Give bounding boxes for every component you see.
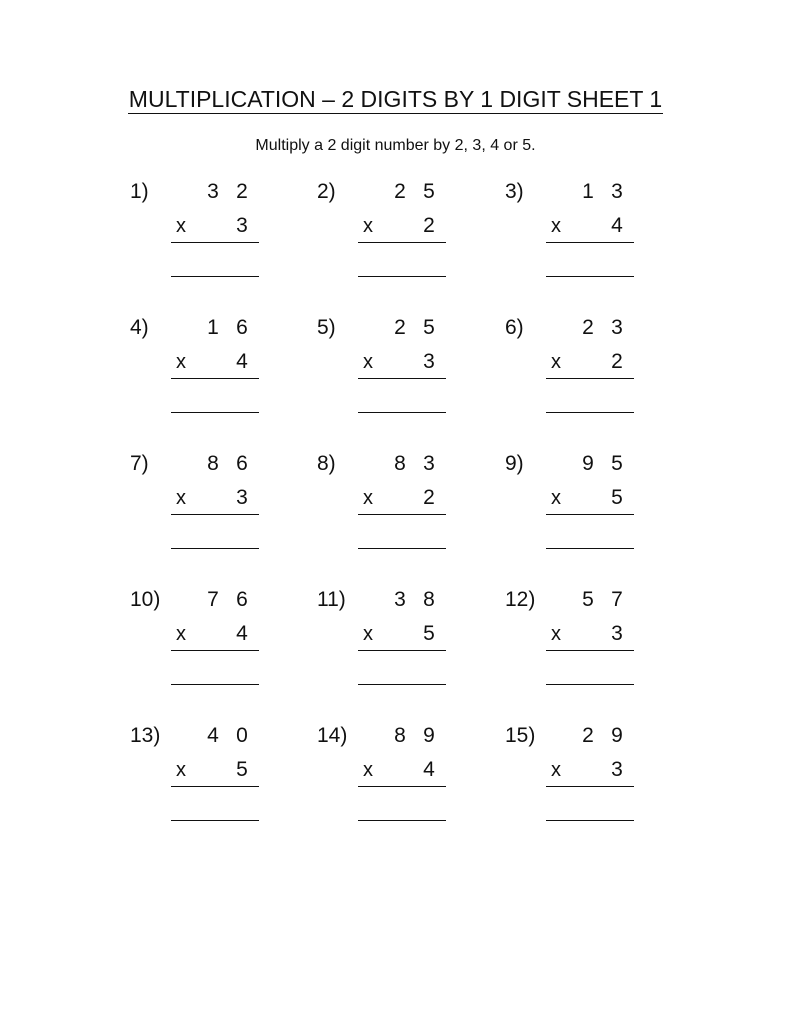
answer-line — [358, 412, 446, 413]
answer-line — [546, 412, 634, 413]
problem-14 — [317, 723, 487, 843]
top-number-tens-digit: 1 — [582, 180, 594, 203]
operation-underline — [358, 650, 446, 651]
answer-line — [358, 276, 446, 277]
problem-15 — [505, 723, 675, 843]
operation-underline — [546, 514, 634, 515]
top-number-ones-digit: 0 — [236, 724, 248, 747]
top-number-tens-digit: 9 — [582, 452, 594, 475]
multiply-sign: x — [551, 623, 561, 645]
multiplier-digit: 2 — [611, 350, 623, 373]
answer-line — [358, 548, 446, 549]
answer-line — [358, 684, 446, 685]
multiply-sign: x — [363, 487, 373, 509]
operation-underline — [171, 242, 259, 243]
worksheet-title-text: MULTIPLICATION – 2 DIGITS BY 1 DIGIT SHEET 1 — [128, 86, 663, 112]
operation-underline — [171, 786, 259, 787]
multiply-sign: x — [363, 351, 373, 373]
multiplier-digit: 3 — [611, 758, 623, 781]
multiply-sign: x — [176, 487, 186, 509]
top-number-tens-digit: 8 — [207, 452, 219, 475]
multiplier-digit: 3 — [236, 486, 248, 509]
top-number-ones-digit: 6 — [236, 452, 248, 475]
top-number-tens-digit: 8 — [394, 452, 406, 475]
multiply-sign: x — [551, 351, 561, 373]
problem-6 — [505, 315, 675, 435]
problem-number: 9) — [505, 452, 524, 475]
multiplier-digit: 3 — [236, 214, 248, 237]
multiply-sign: x — [176, 351, 186, 373]
top-number-ones-digit: 5 — [611, 452, 623, 475]
operation-underline — [358, 786, 446, 787]
problem-12 — [505, 587, 675, 707]
multiply-sign: x — [176, 215, 186, 237]
answer-line — [546, 684, 634, 685]
multiply-sign: x — [363, 623, 373, 645]
answer-line — [171, 548, 259, 549]
multiply-sign: x — [551, 215, 561, 237]
top-number-tens-digit: 5 — [582, 588, 594, 611]
answer-line — [546, 548, 634, 549]
answer-line — [358, 820, 446, 821]
multiplier-digit: 4 — [423, 758, 435, 781]
problem-3 — [505, 179, 675, 299]
problem-number: 5) — [317, 316, 336, 339]
answer-line — [171, 412, 259, 413]
multiplier-digit: 4 — [236, 350, 248, 373]
multiply-sign: x — [176, 623, 186, 645]
top-number-tens-digit: 2 — [582, 316, 594, 339]
worksheet-title — [0, 84, 791, 114]
top-number-tens-digit: 3 — [394, 588, 406, 611]
problem-number: 2) — [317, 180, 336, 203]
problem-5 — [317, 315, 487, 435]
problem-number: 3) — [505, 180, 524, 203]
multiplier-digit: 3 — [611, 622, 623, 645]
problem-number: 8) — [317, 452, 336, 475]
problem-number: 11) — [317, 588, 346, 611]
problem-1 — [130, 179, 300, 299]
problem-8 — [317, 451, 487, 571]
problem-2 — [317, 179, 487, 299]
problem-number: 7) — [130, 452, 149, 475]
multiply-sign: x — [551, 487, 561, 509]
problem-number: 4) — [130, 316, 149, 339]
top-number-ones-digit: 7 — [611, 588, 623, 611]
top-number-ones-digit: 2 — [236, 180, 248, 203]
top-number-ones-digit: 9 — [611, 724, 623, 747]
top-number-ones-digit: 6 — [236, 588, 248, 611]
operation-underline — [358, 514, 446, 515]
multiplier-digit: 5 — [611, 486, 623, 509]
operation-underline — [171, 378, 259, 379]
multiplier-digit: 4 — [611, 214, 623, 237]
answer-line — [171, 276, 259, 277]
top-number-tens-digit: 7 — [207, 588, 219, 611]
problem-number: 1) — [130, 180, 149, 203]
problem-number: 10) — [130, 588, 161, 611]
operation-underline — [546, 378, 634, 379]
problem-10 — [130, 587, 300, 707]
problem-13 — [130, 723, 300, 843]
top-number-tens-digit: 2 — [394, 180, 406, 203]
problem-number: 14) — [317, 724, 348, 747]
multiply-sign: x — [363, 215, 373, 237]
top-number-tens-digit: 2 — [582, 724, 594, 747]
worksheet-instructions: Multiply a 2 digit number by 2, 3, 4 or 5. — [255, 137, 536, 154]
top-number-ones-digit: 3 — [611, 180, 623, 203]
top-number-ones-digit: 8 — [423, 588, 435, 611]
top-number-tens-digit: 2 — [394, 316, 406, 339]
answer-line — [546, 820, 634, 821]
operation-underline — [358, 242, 446, 243]
problem-9 — [505, 451, 675, 571]
operation-underline — [171, 514, 259, 515]
top-number-ones-digit: 9 — [423, 724, 435, 747]
operation-underline — [546, 786, 634, 787]
multiply-sign: x — [363, 759, 373, 781]
problem-number: 13) — [130, 724, 161, 747]
operation-underline — [546, 242, 634, 243]
multiply-sign: x — [551, 759, 561, 781]
answer-line — [171, 684, 259, 685]
top-number-ones-digit: 5 — [423, 316, 435, 339]
multiplier-digit: 2 — [423, 486, 435, 509]
problem-number: 15) — [505, 724, 536, 747]
multiplier-digit: 5 — [423, 622, 435, 645]
problem-4 — [130, 315, 300, 435]
multiplier-digit: 4 — [236, 622, 248, 645]
top-number-tens-digit: 4 — [207, 724, 219, 747]
top-number-ones-digit: 6 — [236, 316, 248, 339]
problem-11 — [317, 587, 487, 707]
top-number-ones-digit: 5 — [423, 180, 435, 203]
multiplier-digit: 2 — [423, 214, 435, 237]
multiplier-digit: 5 — [236, 758, 248, 781]
operation-underline — [358, 378, 446, 379]
answer-line — [546, 276, 634, 277]
top-number-tens-digit: 8 — [394, 724, 406, 747]
operation-underline — [546, 650, 634, 651]
top-number-ones-digit: 3 — [423, 452, 435, 475]
problem-number: 12) — [505, 588, 536, 611]
operation-underline — [171, 650, 259, 651]
top-number-tens-digit: 3 — [207, 180, 219, 203]
multiply-sign: x — [176, 759, 186, 781]
answer-line — [171, 820, 259, 821]
multiplier-digit: 3 — [423, 350, 435, 373]
problem-number: 6) — [505, 316, 524, 339]
top-number-ones-digit: 3 — [611, 316, 623, 339]
top-number-tens-digit: 1 — [207, 316, 219, 339]
problem-7 — [130, 451, 300, 571]
